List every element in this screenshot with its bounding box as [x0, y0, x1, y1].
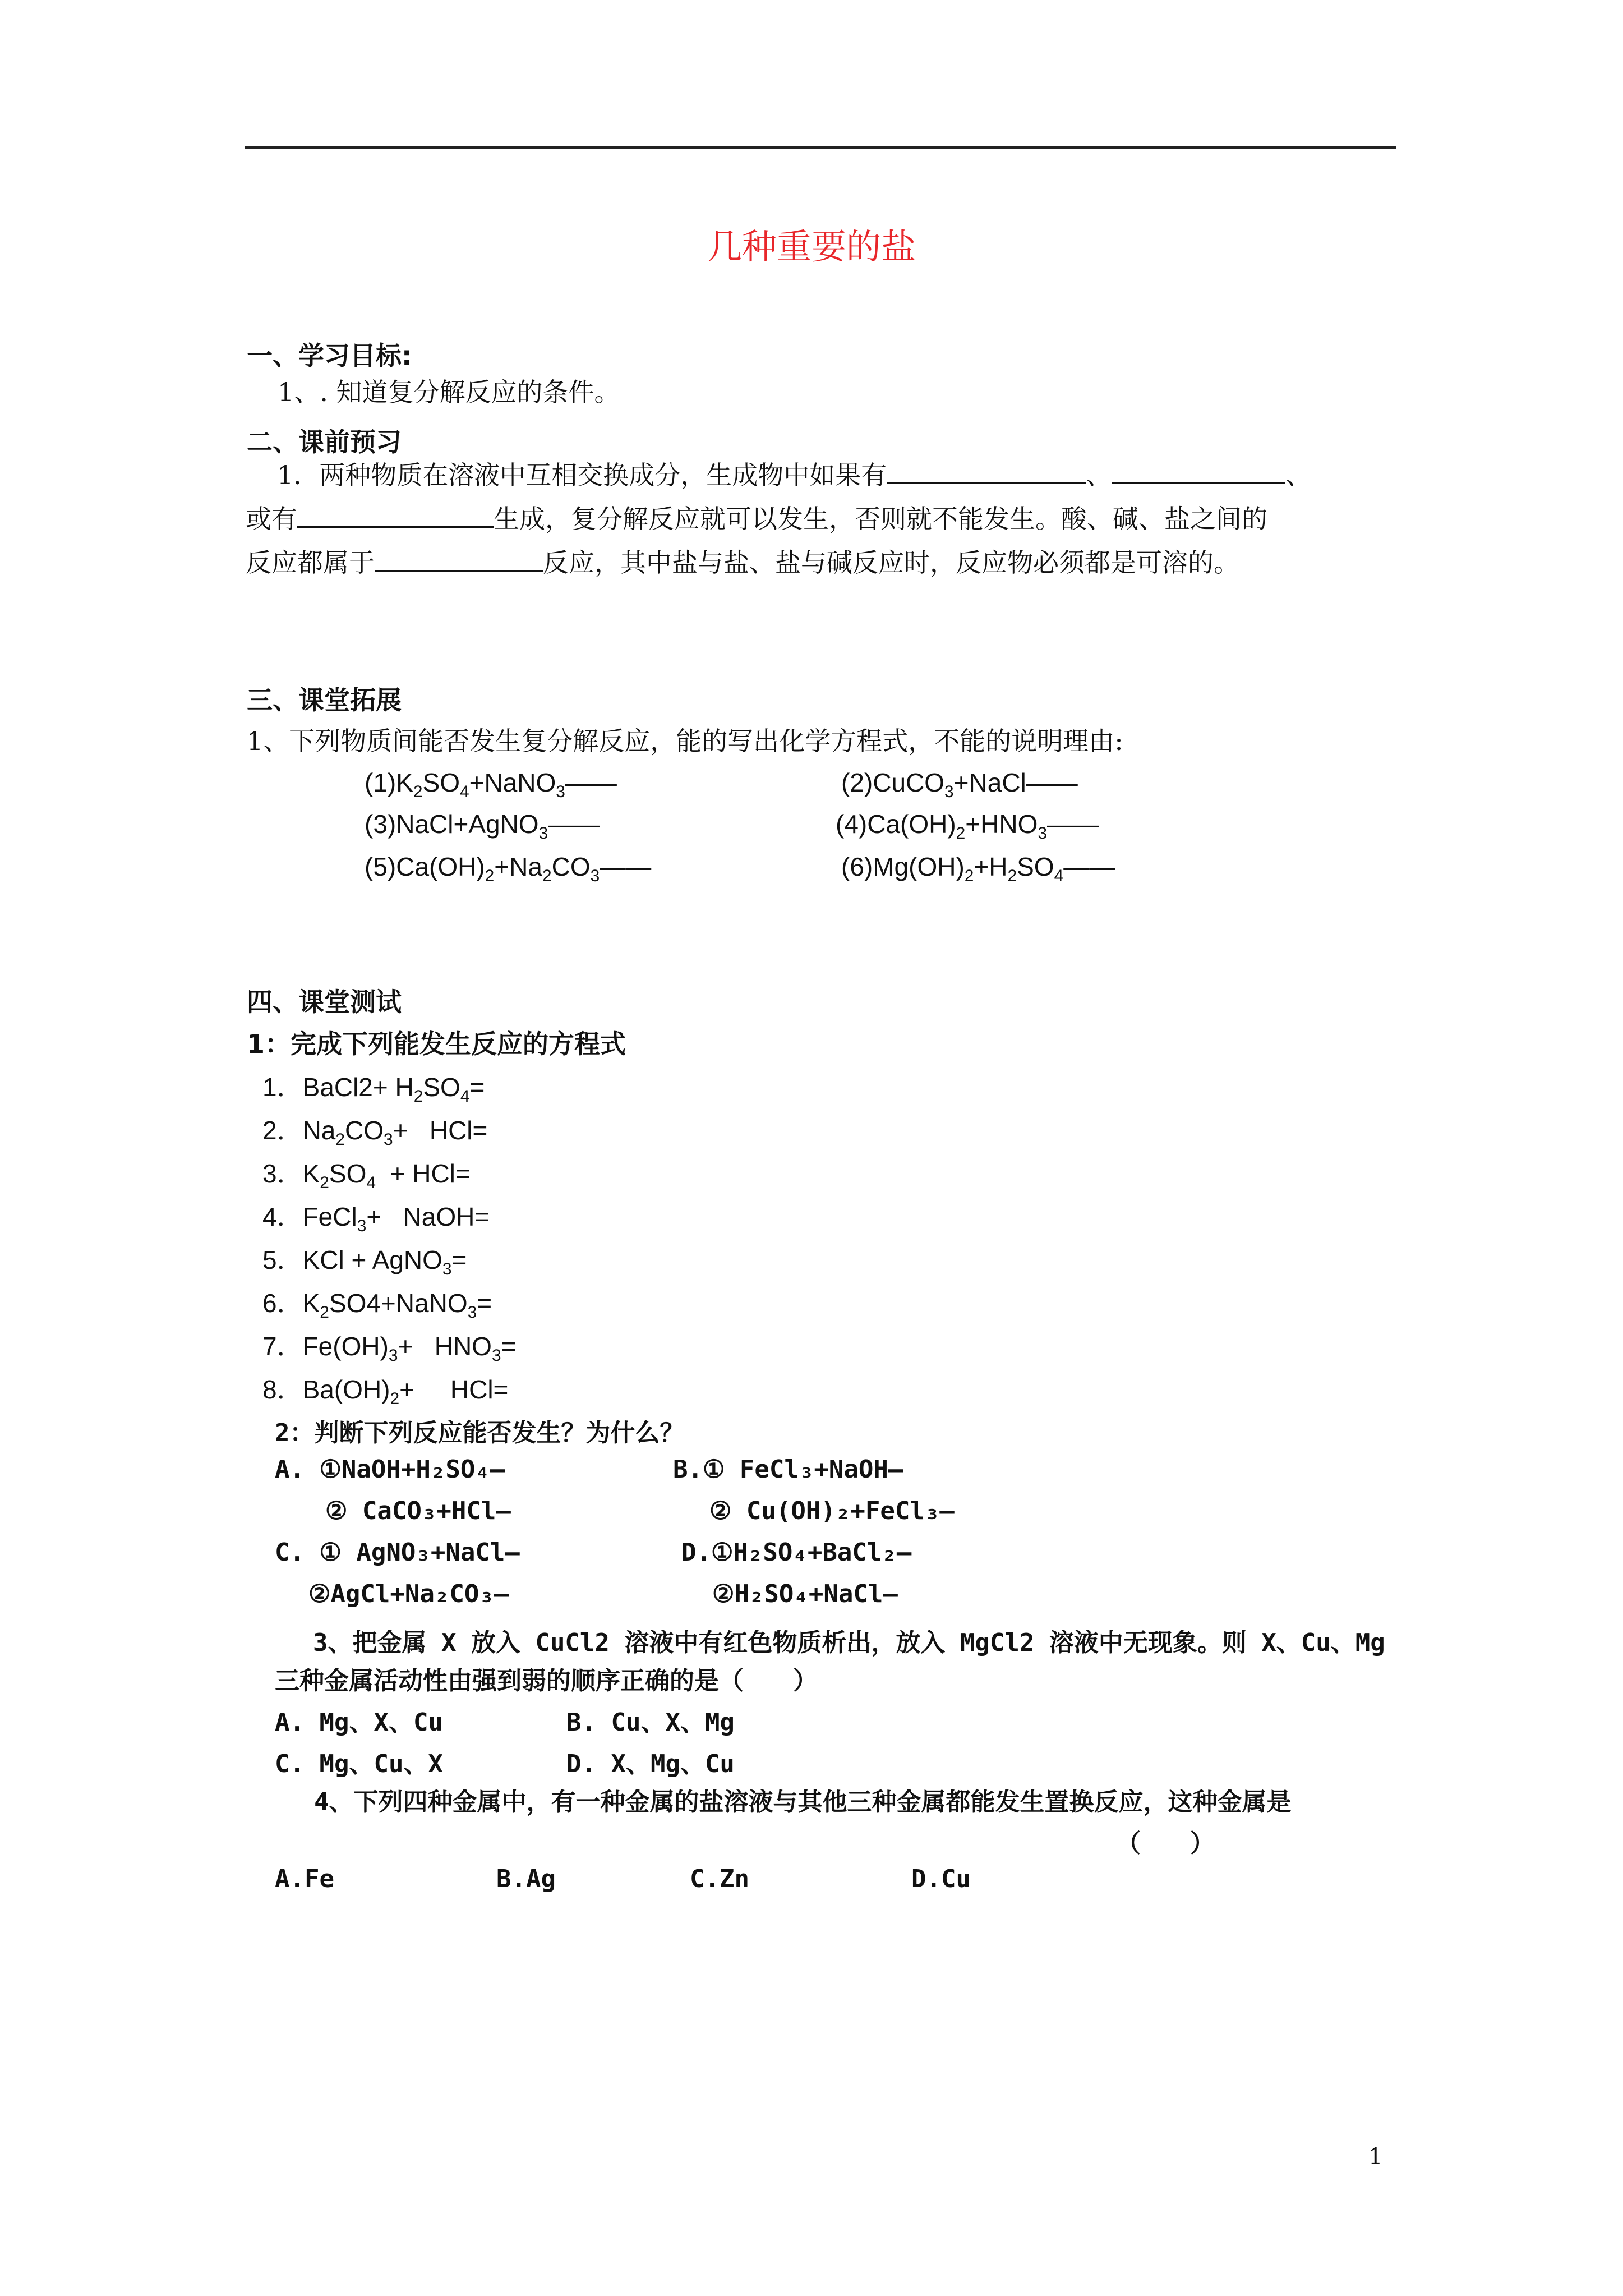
- page-number: 1: [1368, 2144, 1383, 2170]
- q3-option-b: B. Cu、X、Mg: [566, 1708, 735, 1737]
- extension-item-5: $(5)Ca(OH)_2+Na_2CO_3——$: [365, 852, 652, 886]
- extension-item-6: $(6)Mg(OH)_2+H_2SO_4——$: [841, 852, 1115, 886]
- q3-option-c: C. Mg、Cu、X: [275, 1750, 443, 1778]
- section-heading-test: 四、课堂测试: [247, 987, 402, 1017]
- header-rule: [245, 146, 1396, 149]
- equation-6: 6．$K_2SO4+NaNO_3=$: [262, 1289, 492, 1322]
- section-heading-preview: 二、课前预习: [247, 427, 402, 457]
- q4-option-b: B.Ag: [496, 1865, 556, 1893]
- q2-option-d1: D.①H₂SO₄+BaCl₂—: [681, 1538, 912, 1567]
- equation-8: 8．$Ba(OH)_2+$ HCl=: [262, 1375, 509, 1409]
- section-heading-goals: 一、学习目标:: [247, 341, 412, 371]
- page-title: 几种重要的盐: [707, 226, 916, 267]
- preview-text-1: 1．两种物质在溶液中互相交换成分，生成物中如果有: [277, 460, 887, 490]
- q4-option-c: C.Zn: [690, 1865, 749, 1893]
- preview-text-4: 反应都属于: [246, 547, 375, 578]
- extension-item-4: $(4)Ca(OH)_2+HNO_3——$: [836, 809, 1099, 843]
- equation-4: 4．FeCl$_3$+ NaOH=: [262, 1202, 490, 1236]
- q2-option-c2: ②AgCl+Na₂CO₃—: [308, 1580, 509, 1608]
- equation-5: 5．KCl + AgNO$_3$=: [262, 1245, 467, 1279]
- equation-1: 1．BaCl2+ $H_2SO_4=$: [262, 1073, 485, 1106]
- section-heading-extension: 三、课堂拓展: [247, 685, 402, 715]
- test-question-3: 3、把金属 X 放入 CuCl2 溶液中有红色物质析出，放入 MgCl2 溶液中无现象。则 X、Cu、Mg: [313, 1628, 1385, 1657]
- equation-7: 7．$Fe(OH)_3+ HNO_3=$: [262, 1332, 517, 1365]
- q4-option-a: A.Fe: [275, 1865, 334, 1893]
- test-question-1: 1：完成下列能发生反应的方程式: [247, 1029, 626, 1059]
- answer-blank-1[interactable]: [887, 457, 1086, 484]
- separator: 、: [1086, 460, 1112, 490]
- preview-text-5: 反应，其中盐与盐、盐与碱反应时，反应物必须都是可溶的。: [543, 547, 1239, 578]
- q3-option-d: D. X、Mg、Cu: [566, 1750, 735, 1778]
- equation-2: 2．$Na_2CO_3+ HCl=$: [262, 1116, 488, 1149]
- separator: 、: [1285, 460, 1312, 490]
- q2-option-a1: A. ①NaOH+H₂SO₄—: [275, 1455, 505, 1484]
- answer-parentheses: （ ）: [1116, 1829, 1215, 1858]
- q2-option-b2: ② Cu(OH)₂+FeCl₃—: [709, 1497, 955, 1525]
- preview-text-3: 生成，复分解反应就可以发生，否则就不能发生。酸、碱、盐之间的: [494, 504, 1267, 534]
- test-question-4: 4、下列四种金属中，有一种金属的盐溶液与其他三种金属都能发生置换反应，这种金属是: [314, 1788, 1292, 1816]
- equation-3: 3．$K_2SO_4 + HCl=$: [262, 1159, 471, 1193]
- q2-option-c1: C. ① AgNO₃+NaCl—: [275, 1538, 520, 1567]
- answer-blank-3[interactable]: [297, 500, 494, 528]
- preview-paragraph: [246, 453, 1395, 585]
- q2-option-a2: ② CaCO₃+HCl—: [325, 1497, 511, 1525]
- answer-blank-4[interactable]: [375, 544, 543, 572]
- extension-item-2: (2)CuCO$_3$+NaCl——: [841, 768, 1078, 802]
- q2-option-d2: ②H₂SO₄+NaCl—: [712, 1580, 898, 1608]
- q3-option-a: A. Mg、X、Cu: [275, 1708, 443, 1737]
- answer-blank-2[interactable]: [1112, 457, 1285, 484]
- test-question-3-cont: 三种金属活动性由强到弱的顺序正确的是（ ）: [275, 1667, 818, 1695]
- q4-option-d: D.Cu: [911, 1865, 971, 1893]
- extension-item-1: $(1)K_2SO_4+NaNO_3——$: [365, 768, 617, 802]
- q2-option-b1: B.① FeCl₃+NaOH—: [673, 1455, 903, 1484]
- extension-intro: 1、下列物质间能否发生复分解反应，能的写出化学方程式，不能的说明理由:: [247, 726, 1123, 756]
- preview-text-2: 或有: [246, 504, 297, 534]
- goal-item: 1、. 知道复分解反应的条件。: [278, 377, 620, 407]
- extension-item-3: (3)NaCl+AgNO$_3$——: [365, 809, 600, 843]
- test-question-2: 2：判断下列反应能否发生？为什么？: [275, 1419, 685, 1447]
